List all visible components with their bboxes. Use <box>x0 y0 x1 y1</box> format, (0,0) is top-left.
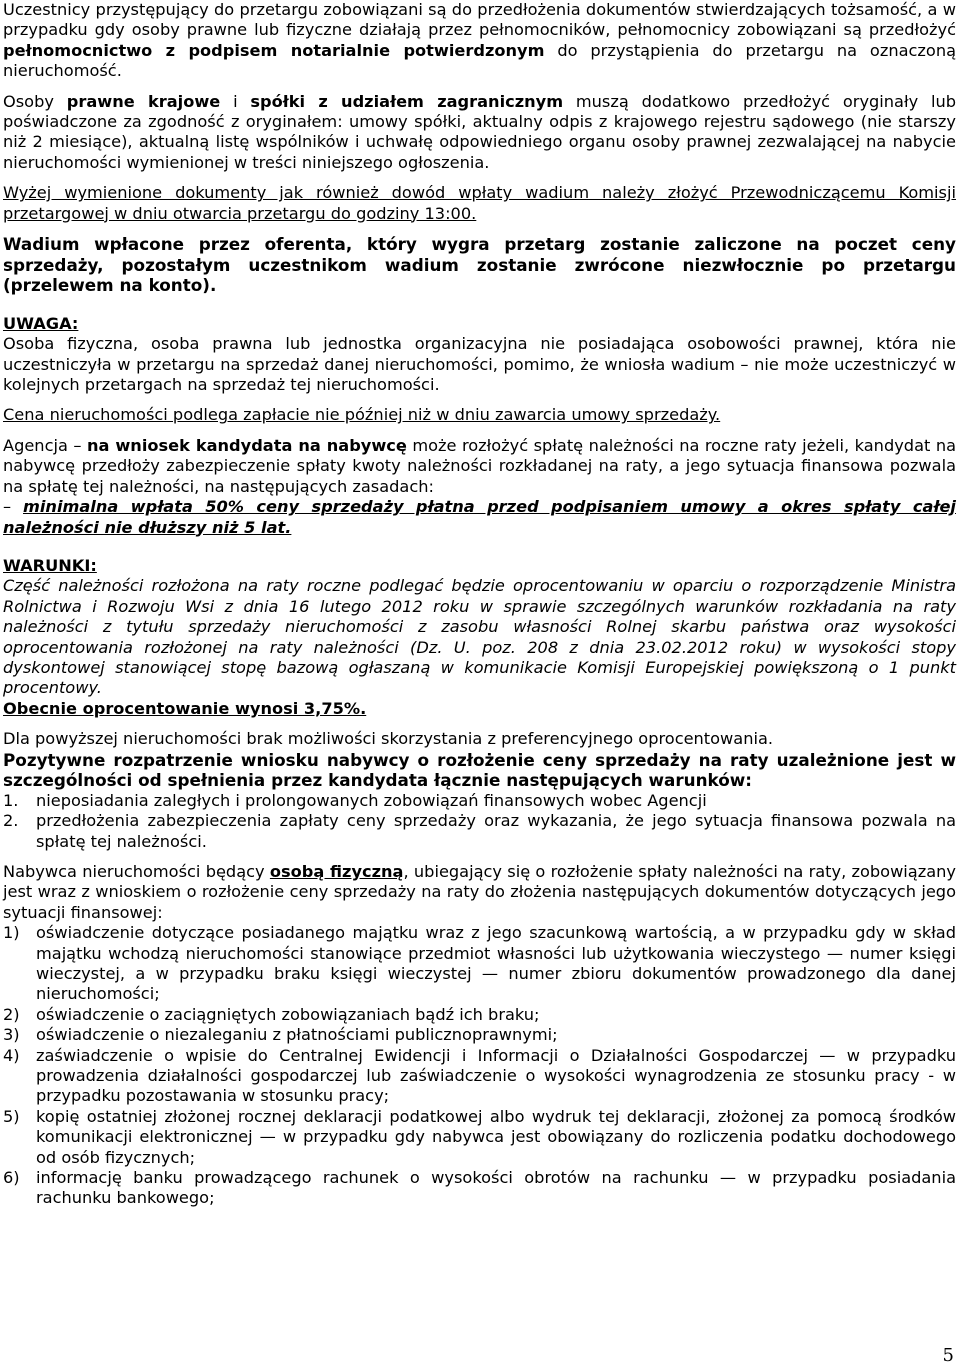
list-item: 6) informację banku prowadzącego rachunek o wysokości obrotów na rachunku — w przypadku posiadania rachunku bankowego; <box>3 1168 956 1208</box>
paragraph-positive-review: Pozytywne rozpatrzenie wniosku nabywcy o rozłożenie ceny sprzedaży na raty uzależnione jest w szczególności od spełnienia przez kandydata łącznie następujących warunków: <box>3 749 956 791</box>
paragraph-legal-persons: Osoby prawne krajowe i spółki z udziałem zagranicznym muszą dodatkowo przedłożyć oryginały lub poświadczone za zgodność z oryginałem: umowy spółki, aktualny odpis z krajowego rejestru sądowego (nie starszy niż 2 miesiące), aktualną listę wspólników i uchwałę odpowiedniego organu osoby prawnej zezwalającej na nabycie nieruchomości wymienionej w treści niniejszego ogłoszenia. <box>3 91 956 172</box>
paragraph-buyer: Nabywca nieruchomości będący osobą fizyczną, ubiegający się o rozłożenie spłaty należności na raty, zobowiązany jest wraz z wnioskiem o rozłożenie ceny sprzedaży na raty do złożenia następujących dokumentów dotyczących jego sytuacji finansowej: <box>3 861 956 922</box>
interest-rate-statement: Obecnie oprocentowanie wynosi 3,75%. <box>3 698 367 718</box>
list-item: 3) oświadczenie o niezaleganiu z płatnościami publicznoprawnymi; <box>3 1025 558 1045</box>
list-item: 1. nieposiadania zaległych i prolongowanych zobowiązań finansowych wobec Agencji <box>3 790 707 810</box>
paragraph-minimum-payment: – minimalna wpłata 50% ceny sprzedaży płatna przed podpisaniem umowy a okres spłaty całej należności nie dłuższy niż 5 lat. <box>3 497 956 537</box>
uwaga-text: Osoba fizyczna, osoba prawna lub jednostka organizacyjna nie posiadająca osobowości prawnej, która nie uczestniczyła w przetargu na sprzedaż danej nieruchomości, pomimo, że wniosła wadium – nie może uczestniczyć w kolejnych przetargach na sprzedaż tej nieruchomości. <box>3 334 956 395</box>
warunki-text: Część należności rozłożona na raty roczne podlegać będzie oprocentowaniu w oparciu o rozporządzenie Ministra Rolnictwa i Rozwoju Wsi z dnia 16 lutego 2012 roku w sprawie szczególnych warunków rozkładania na raty należności z tytułu sprzedaży nieruchomości z zasobu własności Rolnej skarbu państwa oraz wysokości oprocentowania rozłożonej na raty należności (Dz. U. poz. 208 z dnia 23.02.2012 roku) w wysokości stopy dyskontowej stanowiącej stopę bazową ogłaszaną w komunikacie Komisji Europejskiej powiększoną o 1 punkt procentowy. <box>3 576 956 698</box>
paragraph-price-payment: Cena nieruchomości podlega zapłacie nie później niż w dniu zawarcia umowy sprzedaży. <box>3 405 721 425</box>
paragraph-deposit: Wadium wpłacone przez oferenta, który wygra przetarg zostanie zaliczone na poczet ceny sprzedaży, pozostałym uczestnikom wadium zostanie zwrócone niezwłocznie po przetargu (przelewem na konto). <box>3 234 956 296</box>
document-page <box>3 0 956 1209</box>
power-of-attorney-emphasis: pełnomocnictwo z podpisem notarialnie potwierdzonym <box>3 40 545 60</box>
warunki-heading: WARUNKI: <box>3 555 97 575</box>
list-item: 2) oświadczenie o zaciągniętych zobowiązaniach bądź ich braku; <box>3 1004 540 1024</box>
list-item: 5) kopię ostatniej złożonej rocznej deklaracji podatkowej albo wydruk tej deklaracji, złożonej za pomocą środków komunikacji elektronicznej — w przypadku gdy nabywca jest obowiązany do rozliczenia podatku dochodowego od osób fizycznych; <box>3 1106 956 1167</box>
paragraph-documents-deadline: Wyżej wymienione dokumenty jak również dowód wpłaty wadium należy złożyć Przewodniczącemu Komisji przetargowej w dniu otwarcia przetargu do godziny 13:00. <box>3 183 956 223</box>
list-item: 4) zaświadczenie o wpisie do Centralnej Ewidencji i Informacji o Działalności Gospodarczej — w przypadku prowadzenia działalności gospodarczej lub zaświadczenie o wysokości wynagrodzenia ze stosunku pracy - w przypadku pozostawania w stosunku pracy; <box>3 1045 956 1106</box>
uwaga-heading: UWAGA: <box>3 313 79 333</box>
paragraph-agency: Agencja – na wniosek kandydata na nabywcę może rozłożyć spłatę należności na roczne raty jeżeli, kandydat na nabywcę przedłoży zabezpieczenie spłaty kwoty należności rozkładanej na raty, a jego sytuacja finansowa pozwala na spłatę tej należności, na następujących zasadach: <box>3 435 956 496</box>
page-number: 5 <box>942 1345 954 1366</box>
list-item: 1) oświadczenie dotyczące posiadanego majątku wraz z jego szacunkową wartością, a w przypadku gdy w skład majątku wchodzą nieruchomości stanowiące przedmiot własności lub użytkowania wieczystego — numer księgi wieczystej, a w przypadku braku księgi wieczystej — numer zbioru dokumentów prowadzonego dla danej nieruchomości; <box>3 923 956 1004</box>
paragraph-participants: Uczestnicy przystępujący do przetargu zobowiązani są do przedłożenia dokumentów stwierdzających tożsamość, a w przypadku gdy osoby prawne lub fizyczne działają przez pełnomocników, pełnomocnicy zobowiązani są przedłożyć pełnomocnictwo z podpisem notarialnie potwierdzonym do przystąpienia do przetargu na oznaczoną nieruchomość. <box>3 0 956 81</box>
paragraph-no-preferential: Dla powyższej nieruchomości brak możliwości skorzystania z preferencyjnego oprocentowania. <box>3 729 774 749</box>
list-item: 2. przedłożenia zabezpieczenia zapłaty ceny sprzedaży oraz wykazania, że jego sytuacja finansowa pozwala na spłatę tej należności. <box>3 811 956 851</box>
